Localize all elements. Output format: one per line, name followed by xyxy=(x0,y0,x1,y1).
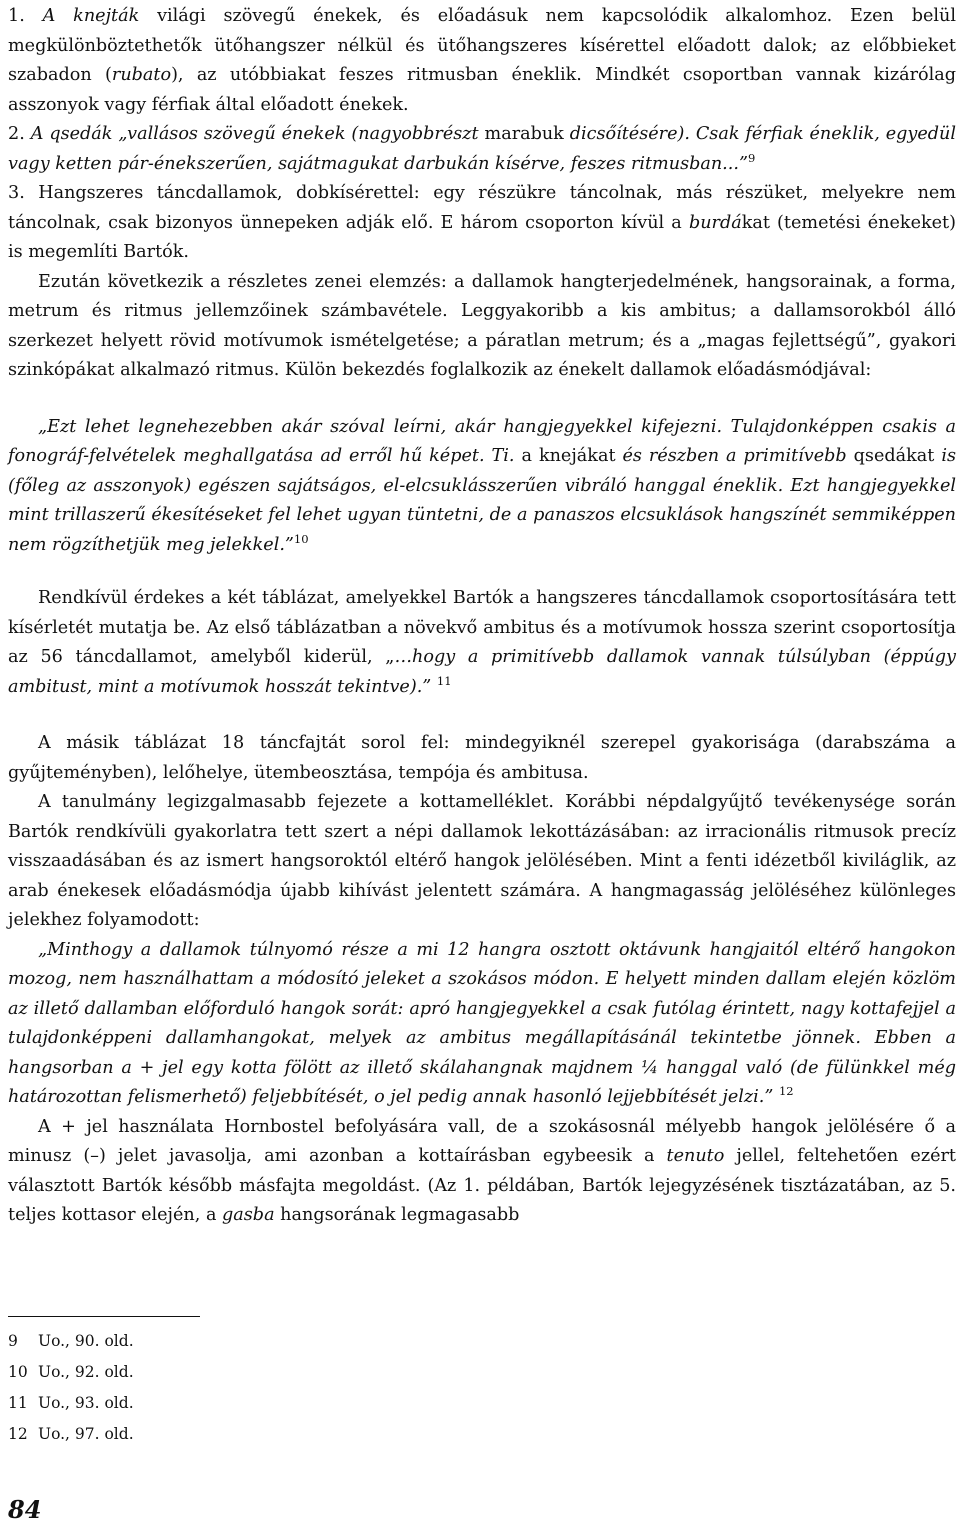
text-run: qsedákat xyxy=(853,446,935,466)
text-run: A másik táblázat 18 táncfajtát sorol fel: mindegyiknél szerepel gyakorisága (darabszáma a gyűjteményben), lelőhelye, ütembeosztása, tempója és ambitusa. xyxy=(8,733,956,783)
italic-text: „Minthogy a dallamok túlnyomó része a mi 12 hangra osztott oktávunk hangjaitól eltérő hangokon mozog, nem használhattam a módosító jeleket a szokásos módon. E helyett minden dallam elején közlöm az illető dallamban előforduló hangok sorát: apró hangjegyekkel a csak futólag érintett, nagy kottafejjel a tulajdonképpeni dallamhangokat, melyek az ambitus megállapításánál tekintetbe jönnek. Ebben a hangsorban a + jel egy kotta fölött az illető skálahangnak majdnem ¼ hanggal való (de fülünkkel még határozottan felismerhető) feljebbítését, o jel pedig annak hasonló lejjebbítését jelzi.” xyxy=(8,939,956,1107)
italic-text: „Ezt lehet legnehezebben akár szóval leírni, akár hangjegyekkel kifejezni. Tulajdonképpen csakis a fonográf-felvételek meghallgatása ad erről hű képet. Ti. xyxy=(8,416,956,466)
italic-text: is (főleg az asszonyok) egészen sajátságos, el-elcsuklásszerűen vibráló hanggal éneklik. Ezt hangjegyekkel mint trillaszerű ékesítéseket fel lehet ugyan tüntetni, de a panaszos elcsuklások hangszínét semmiképpen nem rögzíthetjük meg jelekkel.” xyxy=(8,446,956,555)
text-run: Rendkívül érdekes a két táblázat, amelyekkel Bartók a hangszeres táncdallamok csoportosítására tett kísérletét mutatja be. Az első táblázatban a növekvő ambitus és a motívumok hossza szerint csoportosítja az 56 táncdallamot, amelyből kiderül, „ xyxy=(8,588,956,667)
footnote-ref: 11 xyxy=(436,673,452,688)
italic-text: …hogy a primitívebb dallamok vannak túlsúlyban (éppúgy ambitust, mint a motívumok hosszát tekintve).” xyxy=(8,647,956,697)
text-run: kat (temetési énekeket) is megemlíti Bartók. xyxy=(8,212,956,262)
footnote: 10 Uo., 92. old. xyxy=(8,1363,134,1381)
text-run: ), az utóbbiakat feszes ritmusban éneklik. Mindkét csoportban vannak kizárólag asszonyok vagy férfiak által előadott énekek. xyxy=(8,65,957,115)
paragraph-second-table xyxy=(8,729,956,788)
page-body xyxy=(8,2,956,1231)
text-run: Ezután következik a részletes zenei elemzés: a dallamok hangterjedelmének, hangsorainak, a forma, metrum és ritmus jellemzőinek számbavétele. Leggyakoribb a kis ambitus; a dallamsorokból álló szerkezet helyett rövid motívumok ismételgetése; a páratlan metrum; és a „magas fejlettségű”, gyakori szinkópákat alkalmazó ritmus. Külön bekezdés foglalkozik az énekelt dallamok előadásmódjával: xyxy=(8,271,956,380)
italic-text: knejták xyxy=(73,6,140,26)
italic-text: A xyxy=(42,6,74,26)
italic-text: gasba xyxy=(222,1205,275,1225)
paragraph-dance-melodies xyxy=(8,179,956,268)
italic-text: A qsedák „vallásos szövegű énekek (nagyobbrészt xyxy=(30,124,485,144)
block-quote-pitch-notation xyxy=(8,936,956,1113)
footnote: 9 Uo., 90. old. xyxy=(8,1332,134,1350)
paragraph-qsedak xyxy=(8,120,956,179)
footnote: 11 Uo., 93. old. xyxy=(8,1394,134,1412)
paragraph-tables xyxy=(8,584,956,702)
text-run: világi szövegű énekek, és előadásuk nem kapcsolódik alkalomhoz. Ezen belül megkülönböztethetők ütőhangszer nélkül és ütőhangszeres kísérettel előadott dalok; az előbbieket szabadon ( xyxy=(8,6,956,85)
text-run: jellel, feltehetően ezért választott Bartók később másfajta megoldást. (Az 1. példában, Bartók lejegyzésének tisztázatában, az 5. teljes kottasor elején, a xyxy=(8,1146,956,1225)
footnote: 12 Uo., 97. old. xyxy=(8,1425,134,1443)
footnote-ref: 10 xyxy=(293,531,309,546)
block-quote-performance xyxy=(8,413,956,561)
italic-text: burdá xyxy=(688,212,742,233)
footnote-ref: 12 xyxy=(778,1084,794,1098)
text-run: hangsorának legmagasabb xyxy=(274,1205,520,1225)
paragraph-knejak xyxy=(8,2,956,120)
text-run: A + jel használata Hornbostel befolyására vall, de a szokásosnál mélyebb hangok jelölésére ő a minusz (–) jelet javasolja, ami azonban a kottaírásban egybeesik a xyxy=(8,1116,956,1166)
paragraph-hornbostel xyxy=(8,1113,956,1231)
text-run: A tanulmány legizgalmasabb fejezete a kottamelléklet. Korábbi népdalgyűjtő tevékenysége során Bartók rendkívüli gyakorlatra tett szert a népi dallamok lekottázásában: az irracionális ritmusok precíz visszaadásában és az ismert hangsoroktól eltérő hangok jelölésében. Mint a fenti idézetből kiviláglik, az arab énekesek előadásmódja újabb kihívást jelentett számára. A hangmagasság jelöléséhez különleges jelekhez folyamodott: xyxy=(8,792,956,930)
paragraph-score-appendix xyxy=(8,788,956,936)
footnotes xyxy=(8,1326,408,1450)
text-run: 3. Hangszeres táncdallamok, dobkísérettel: egy részükre táncolnak, más részüket, melyekre nem táncolnak, csak bizonyos ünnepeken adják elő. E három csoporton kívül a xyxy=(8,183,956,233)
paragraph-analysis xyxy=(8,268,956,386)
italic-text: rubato xyxy=(111,65,172,85)
text-run: 1. xyxy=(8,6,43,26)
footnote-ref: 9 xyxy=(747,150,756,165)
text-run: 2. xyxy=(8,124,31,144)
page-number: 84 xyxy=(8,1495,42,1524)
text-run: a knejákat xyxy=(521,446,616,466)
text-run: marabuk xyxy=(484,124,564,144)
italic-text: és részben a primitívebb xyxy=(615,446,854,466)
italic-text: dicsőítésére). Csak férfiak éneklik, egyedül vagy ketten pár-énekszerűen, sajátmagukat darbukán kísérve, feszes ritmusban...” xyxy=(8,124,956,174)
italic-text: tenuto xyxy=(666,1146,725,1166)
footnote-divider xyxy=(8,1316,200,1317)
